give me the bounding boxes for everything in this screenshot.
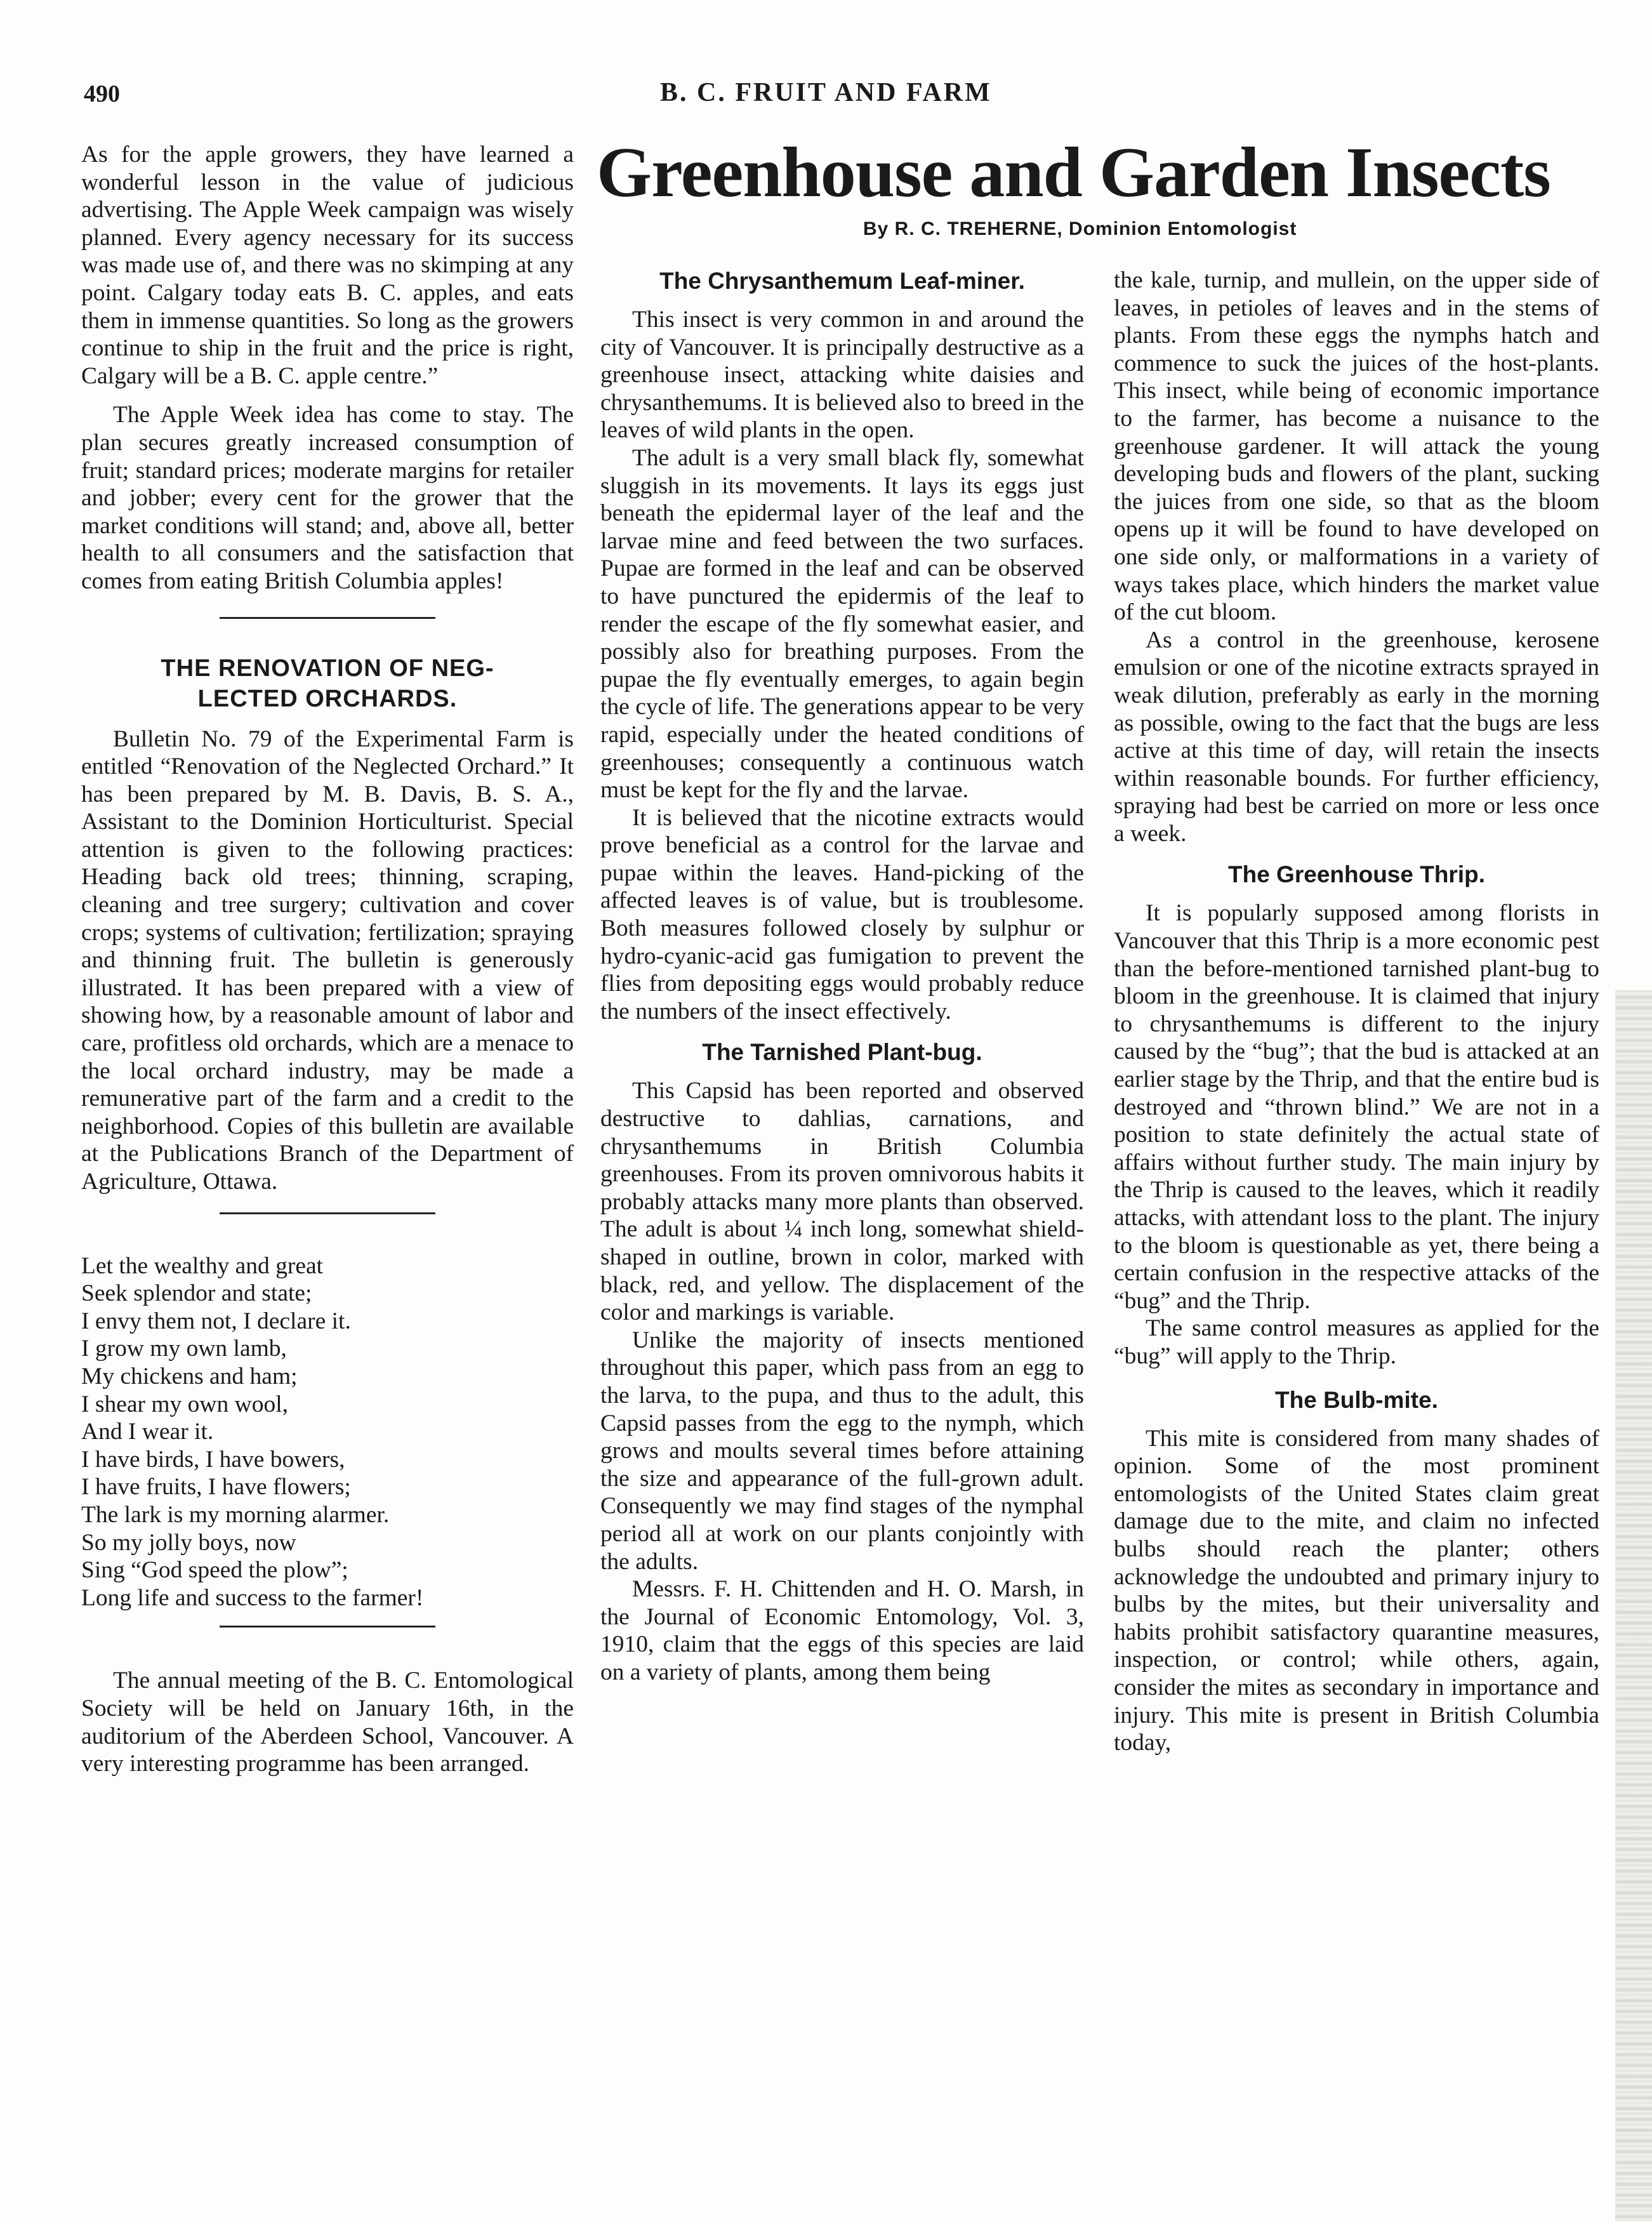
article-title: Greenhouse and Garden Insects [597,133,1550,212]
poem-line: Seek splendor and state; [81,1280,312,1307]
section-divider [220,617,435,619]
poem-line: I have birds, I have bowers, [81,1446,345,1473]
bulbmite-heading: The Bulb-mite. [1275,1386,1438,1413]
poem [81,1252,574,1612]
leafminer-paragraph-2: The adult is a very small black fly, somewhat sluggish in its movements. It lays its eggs just beneath the epidermal layer of the leaf and the larvae mine and feed between the two surfaces. Pupae are formed in the leaf and can be observed to have punctured the epidermis of the leaf to render the escape of the fly somewhat easier, and possibly also for breathing purposes. From the pupae the fly eventually emerges, to again begin the cycle of life. The generations appear to be very rapid, especially under the heated conditions of greenhouses; consequently a continuous watch must be kept for the fly and the larvae. [600,444,1084,804]
thrip-paragraph-1: It is popularly supposed among florists in Vancouver that this Thrip is a more economic pest than the before-mentioned tarnished plant-bug to bloom in the greenhouse. It is claimed that injury to chrysanthemums is different to the injury caused by the “bug”; that the bud is attacked at an earlier stage by the Thrip, and that the entire bud is destroyed and “thrown blind.” We are not in a position to state definitely the actual state of affairs without further study. The main injury by the Thrip is caused to the leaves, which it readily attacks, with attendant loss to the plant. The injury to the bloom is questionable as yet, there being a certain confusion in the respective attacks of the “bug” and the Thrip. [1114,900,1599,1314]
middle-column [600,267,1084,1687]
poem-line: So my jolly boys, now [81,1529,296,1556]
renovation-heading [81,653,574,714]
section-divider [220,1626,435,1628]
plantbug-control-paragraph: As a control in the greenhouse, kerosene emulsion or one of the nicotine extracts sprayed in weak dilution, preferably as early in the morning as possible, owing to the fact that the bugs are less active at this time of day, will retain the insects within reasonable bounds. For further efficiency, spraying had best be carried on more or less once a week. [1114,627,1599,847]
poem-line: I grow my own lamb, [81,1336,287,1362]
section-divider [220,1212,435,1214]
apple-paragraph-1: As for the apple growers, they have learned a wonderful lesson in the value of judicious advertising. The Apple Week campaign was wisely planned. Every agency necessary for its success was made use of, and there was no skimping at any point. Calgary today eats B. C. apples, and eats them in immense quantities. So long as the growers continue to ship in the fruit and the price is right, Calgary will be a B. C. apple centre.” [81,142,574,389]
poem-line: My chickens and ham; [81,1363,298,1389]
left-column [81,141,574,1778]
poem-line: Sing “God speed the plow”; [81,1557,348,1584]
plantbug-heading: The Tarnished Plant-bug. [702,1039,982,1066]
page-edge-shadow [1615,990,1652,2221]
meeting-paragraph: The annual meeting of the B. C. Entomological Society will be held on January 16th, in the auditorium of the Aberdeen School, Vancouver. A very interesting programme has been arranged. [81,1667,574,1777]
poem-line: I have fruits, I have flowers; [81,1474,351,1501]
poem-line: And I wear it. [81,1419,214,1445]
article-byline: By R. C. TREHERNE, Dominion Entomologist [863,218,1297,239]
thrip-paragraph-2: The same control measures as applied for the “bug” will apply to the Thrip. [1114,1315,1599,1369]
leafminer-heading: The Chrysanthemum Leaf-miner. [659,268,1025,294]
plantbug-paragraph-1: This Capsid has been reported and observed destructive to dahlias, carnations, and chrysanthemums in British Columbia greenhouses. From its proven omnivorous habits it probably attacks many more plants than observed. The adult is about ¼ inch long, somewhat shield-shaped in outline, brown in color, marked with black, red, and yellow. The displacement of the color and markings is variable. [600,1078,1084,1326]
apple-paragraph-2: The Apple Week idea has come to stay. The plan secures greatly increased consumption of fruit; standard prices; moderate margins for retailer and jobber; every cent for the grower that the market conditions will stand; and, above all, better health to all consumers and the satisfaction that comes from eating British Columbia apples! [81,402,574,594]
plantbug-paragraph-2: Unlike the majority of insects mentioned throughout this paper, which pass from an egg to the larva, to the pupa, and thus to the adult, this Capsid passes from the egg to the nymph, which grows and moults several times before attaining the size and appearance of the full-grown adult. Consequently we may find stages of the nymphal period all at work on our plants conjointly with the adults. [600,1327,1084,1575]
page-number: 490 [84,81,120,107]
running-head: B. C. FRUIT AND FARM [660,78,992,107]
bulbmite-paragraph-1: This mite is considered from many shades of opinion. Some of the most prominent entomologists of the United States claim great damage due to the mite, and claim no infected bulbs should reach the planter; others acknowledge the undoubted and primary injury to bulbs by the mites, but their universality and habits prohibit satisfactory quarantine measures, inspection, or control; while others, again, consider the mites as secondary in importance and injury. This mite is present in British Columbia today, [1114,1425,1599,1756]
plantbug-continued: the kale, turnip, and mullein, on the upper side of leaves, in petioles of leaves and in the stems of plants. From these eggs the nymphs hatch and commence to suck the juices of the host-plants. This insect, while being of economic importance to the farmer, has become a nuisance to the greenhouse gardener. It will attack the young developing buds and flowers of the plant, sucking the juices from one side, so that as the bloom opens up it will be found to have developed on one side only, or malformations in a variety of ways takes place, which hinders the market value of the cut bloom. [1114,267,1599,626]
right-column [1114,267,1599,1757]
poem-line: Long life and success to the farmer! [81,1584,424,1611]
poem-line: I shear my own wool, [81,1391,288,1417]
renovation-heading-line-1: THE RENOVATION OF NEG- [161,654,494,682]
thrip-heading: The Greenhouse Thrip. [1228,861,1485,888]
renovation-heading-line-2: LECTED ORCHARDS. [197,685,458,712]
leafminer-paragraph-1: This insect is very common in and around the city of Vancouver. It is principally destructive as a greenhouse insect, attacking white daisies and chrysanthemums. It is believed also to breed in the leaves of wild plants in the open. [600,307,1084,444]
plantbug-paragraph-3: Messrs. F. H. Chittenden and H. O. Marsh, in the Journal of Economic Entomology, Vol. 3, 1910, claim that the eggs of this species are laid on a variety of plants, among them being [600,1576,1084,1685]
renovation-paragraph: Bulletin No. 79 of the Experimental Farm is entitled “Renovation of the Neglected Orchard.” It has been prepared by M. B. Davis, B. S. A., Assistant to the Dominion Horticulturist. Special attention is given to the following practices: Heading back old trees; thinning, scraping, cleaning and tree surgery; cultivation and cover crops; systems of cultivation; fertilization; spraying and thinning fruit. The bulletin is generously illustrated. It has been prepared with a view of showing how, by a reasonable amount of labor and care, profitless old orchards, which are a menace to the local orchard industry, may be made a remunerative part of the farm and a credit to the neighborhood. Copies of this bulletin are available at the Publications Branch of the Department of Agriculture, Ottawa. [81,726,574,1195]
poem-line: I envy them not, I declare it. [81,1308,351,1334]
leafminer-paragraph-3: It is believed that the nicotine extracts would prove beneficial as a control for the larvae and pupae within the leaves. Hand-picking of the affected leaves is of value, but is troublesome. Both measures followed closely by sulphur or hydro-cyanic-acid gas fumigation to prevent the flies from depositing eggs would probably reduce the numbers of the insect effectively. [600,804,1084,1024]
poem-line: The lark is my morning alarmer. [81,1501,390,1528]
poem-line: Let the wealthy and great [81,1252,324,1279]
